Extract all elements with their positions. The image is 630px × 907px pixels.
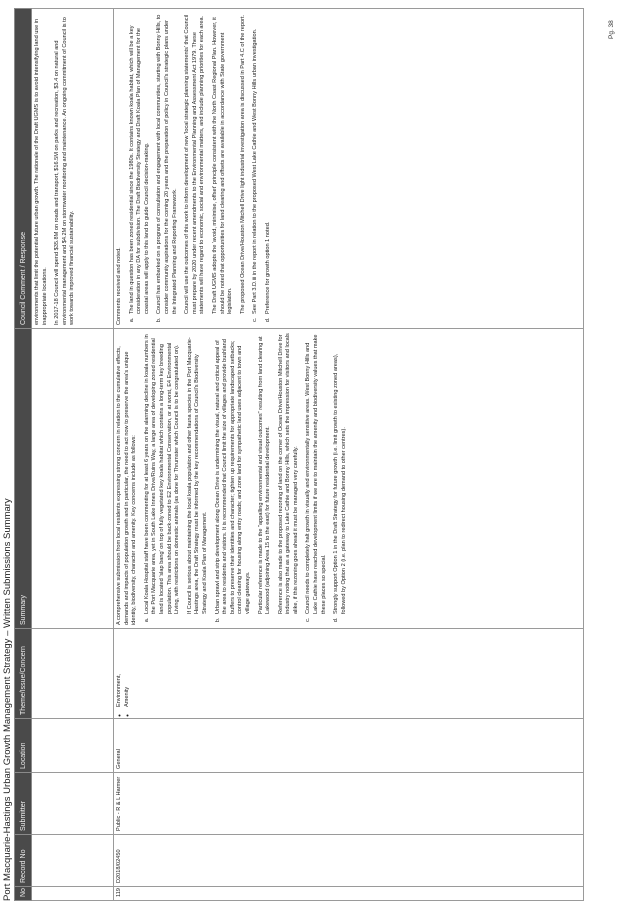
continuation-row bbox=[32, 9, 114, 901]
response-paragraph: b. Council has embarked on a program of consultation and engagement with local communities, starting with Bonny Hills, to consider community aspirations for the coming 20 years and the preparation of policy in Council's strategic plans under the Integrated Planning and Reporting Framework. bbox=[156, 14, 178, 314]
summary-paragraph: a. Local Koala Hospital staff have been commenting for at least 6 years on the alarming decline in koala numbers in the Port Macquarie area, yet in South Lake Innes Drive/Ruins Way, a large area of developing zoned residential land is located 'slap bang' on top of fully vegetated key koala habitat which contains a long-term key breeding population. This area should be back-zoned to E2 Environmental Conservation, or at worst, E4 Environmental Living, with restrictions on domestic animals (as done for Thrumster which Council is to be congratulated on). bbox=[143, 334, 181, 614]
summary-paragraph: c. Council needs to completely halt growth in visually and environmentally sensitive areas. West Bonny Hills and Lake Cathie have reached development limits if we are to maintain the amenity and biodiversity values that make these places so special. bbox=[305, 334, 327, 614]
header-submitter: Submitter bbox=[15, 773, 32, 835]
response-item-a bbox=[129, 12, 152, 316]
response-item-b bbox=[156, 12, 247, 316]
summary-list bbox=[144, 332, 349, 625]
summary-paragraph: If Council is serious about maintaining the local koala population and other fauna species in the Port Macquarie-Hastings area, the Draft Strategy must be informed by the key recommendations of Council's Biodiversity Strategy and Koala Plan of Management. bbox=[186, 337, 208, 614]
header-summary: Summary bbox=[15, 329, 32, 629]
response-paragraph: The proposed Ocean Drive/Houston Mitchell Drive light industrial investigation area is discussed in Part 4.C of the report. bbox=[239, 14, 246, 314]
response-paragraph: The Draft UGMS adopts the 'avoid, minimise, offset' principle consistent with the North Coast Regional Plan. However, it should be noted that opportunities for land clearing and offsets are available in accordance with State government legislation. bbox=[211, 17, 234, 314]
continuation-paragraph: In 2017-18 Council will spend $35.8M on roads and transport, $16.5M on parks and recreation, $3.4 on natural and environmental management and $4.2M on stormwater monitoring and maintenance. An ongoing commitment of Council is to work towards improved financial sustainability. bbox=[54, 17, 76, 325]
response-cell bbox=[114, 9, 584, 329]
summary-paragraph: Reference is also made to the proposed rezoning of land on the corner of Ocean Drive/Houston Mitchell Drive for industry noting that as a gateway to Lake Cathie and Bonny Hills, which sets the impression for visitors and locals alike, if this rezoning goes ahead it must be managed very carefully. bbox=[277, 333, 299, 614]
header-response: Council Comment / Response bbox=[15, 9, 32, 329]
response-item-d bbox=[265, 12, 273, 316]
page-number: Pg. 38 bbox=[608, 20, 615, 39]
header-location: Location bbox=[15, 719, 32, 773]
response-intro: Comments received and noted. bbox=[116, 247, 122, 325]
record-number: D2018/02450 bbox=[114, 835, 584, 887]
document-title: Port Macquarie-Hastings Urban Growth Management Strategy – Written Submissions Summary bbox=[2, 498, 13, 901]
response-paragraph: a. The land in question has been zoned residential since the 1980s. It contains known koala habitat, which will be a key consideration in any DA for subdivision. The Draft Biodiversity Strategy and Draft Koala Plan of Management for the coastal areas will apply to this land to guide Council decision-making. bbox=[128, 25, 150, 314]
submissions-table bbox=[14, 8, 584, 901]
continuation-response-cell bbox=[32, 9, 114, 329]
response-paragraph: d. Preference for growth option 1 noted. bbox=[264, 221, 271, 314]
summary-intro: A comprehensive submission from local residents expressing strong concern in relation to the cumulative effects, demands and impacts of population growth and in particular, the need to act now to preserve the area's unique identity, biodiversity, character and amenity. Key concerns include as follows: bbox=[116, 346, 138, 625]
table-row bbox=[114, 9, 584, 901]
summary-cell bbox=[114, 329, 584, 629]
summary-paragraph: b. Urban sprawl and strip development along Ocean Drive is undermining the visual, natural and critical appeal of the area to residents and visitors. It is recommended that Council limit the size of villages and provide bushland buffers to preserve their identities and character; tighten up requirements for appropriate landscaped setbacks; control clearing for housing along entry roads; and zone land for sympathetic land uses adjacent to town and village gateways. bbox=[214, 339, 251, 614]
header-no: No bbox=[15, 887, 32, 901]
response-list bbox=[129, 12, 273, 325]
summary-item-b bbox=[215, 332, 301, 616]
submitter: Public - R & L Harmer bbox=[114, 773, 584, 835]
row-number: 119 bbox=[114, 887, 584, 901]
summary-paragraph: d. Strongly support Option 1 in the Draft Strategy for future growth (i.e. limit growth to existing zoned areas), followed by Option 2 (i.e. plan to redirect housing demand to other centres). bbox=[333, 353, 347, 614]
location: General bbox=[114, 719, 584, 773]
theme-list bbox=[116, 632, 131, 715]
theme-item: ◦ Environment, bbox=[116, 632, 124, 707]
response-paragraph: Council will use the outcomes of this work to inform development of new 'local strategic planning statements' that Council must prepare by 2020 under recent amendments to the Environmental Planning and Assessment Act 1979. These statements will have regard to economic, social and environmental matters, and include planning priorities for each area. bbox=[184, 14, 206, 314]
theme-cell bbox=[114, 629, 584, 719]
theme-item: ◦ Amenity bbox=[124, 632, 132, 707]
summary-paragraph: Particular reference is made to the "appalling environmental and visual outcomes" resulting from land clearing at Lakewood (adjoining Area 15 to the east) for future residential development. bbox=[257, 336, 272, 614]
response-item-c bbox=[252, 12, 260, 316]
summary-item-c bbox=[305, 332, 328, 616]
continuation-paragraph: environments that limit the potential future urban growth. The rationale of the Draft UGMS is to avoid intensifying land use in inappropriate locations. bbox=[34, 18, 48, 325]
table-header-row bbox=[15, 9, 32, 901]
summary-item-a bbox=[144, 332, 210, 616]
summary-item-d bbox=[333, 332, 348, 616]
header-record-no: Record No bbox=[15, 835, 32, 887]
header-theme: Theme/Issue/Concern bbox=[15, 629, 32, 719]
response-paragraph: c. See Part 3.D.iii in the report in relation to the proposed West Lake Cathie and West Bonny Hills urban investigation. bbox=[252, 28, 259, 314]
